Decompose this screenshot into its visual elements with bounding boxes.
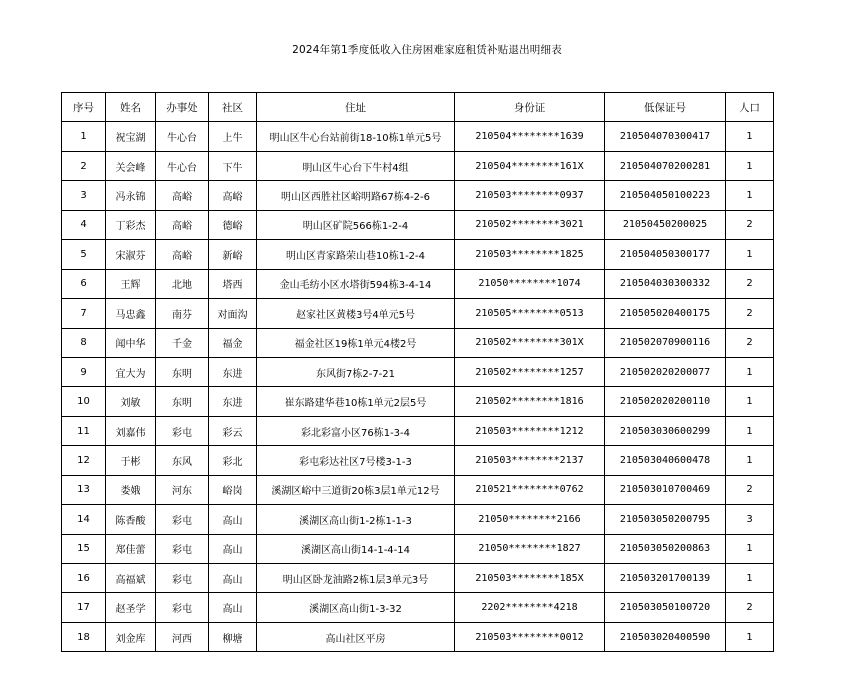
cell-community: 对面沟: [209, 299, 257, 328]
cell-subsidy-number: 210503050200795: [605, 505, 726, 534]
cell-index: 10: [62, 387, 106, 416]
cell-community: 峪岗: [209, 475, 257, 504]
table-row: [62, 564, 774, 593]
cell-id-card: 210503********0012: [455, 622, 605, 651]
cell-community: 塔西: [209, 269, 257, 298]
cell-address: 明山区青家路荣山巷10栋1-2-4: [257, 240, 455, 269]
cell-community: 下牛: [209, 151, 257, 180]
cell-household-size: 2: [726, 299, 774, 328]
cell-index: 4: [62, 210, 106, 239]
cell-name: 冯永锦: [106, 181, 156, 210]
cell-office: 彩屯: [156, 564, 209, 593]
cell-id-card: 210502********3021: [455, 210, 605, 239]
cell-name: 陈香酸: [106, 505, 156, 534]
cell-name: 闻中华: [106, 328, 156, 357]
cell-household-size: 1: [726, 534, 774, 563]
table-row: [62, 269, 774, 298]
cell-address: 彩屯彩达社区7号楼3-1-3: [257, 446, 455, 475]
cell-subsidy-number: 210505020400175: [605, 299, 726, 328]
cell-household-size: 1: [726, 122, 774, 151]
table-row: [62, 622, 774, 651]
table-row: [62, 151, 774, 180]
cell-index: 17: [62, 593, 106, 622]
cell-household-size: 1: [726, 622, 774, 651]
cell-subsidy-number: 210503050100720: [605, 593, 726, 622]
table-row: [62, 328, 774, 357]
cell-name: 于彬: [106, 446, 156, 475]
cell-id-card: 2202********4218: [455, 593, 605, 622]
column-header-id-card: 身份证: [455, 93, 605, 122]
cell-household-size: 2: [726, 593, 774, 622]
table-row: [62, 593, 774, 622]
cell-office: 河东: [156, 475, 209, 504]
cell-name: 祝宝湖: [106, 122, 156, 151]
cell-name: 娄娥: [106, 475, 156, 504]
cell-office: 彩屯: [156, 593, 209, 622]
cell-address: 溪湖区高山街1-2栋1-1-3: [257, 505, 455, 534]
cell-id-card: 210503********1212: [455, 416, 605, 445]
cell-community: 柳塘: [209, 622, 257, 651]
cell-address: 赵家社区黄楼3号4单元5号: [257, 299, 455, 328]
cell-subsidy-number: 21050450200025: [605, 210, 726, 239]
cell-id-card: 210503********2137: [455, 446, 605, 475]
column-header-household-size: 人口: [726, 93, 774, 122]
table-row: [62, 122, 774, 151]
cell-name: 王辉: [106, 269, 156, 298]
cell-office: 彩屯: [156, 416, 209, 445]
cell-name: 宋淑芬: [106, 240, 156, 269]
cell-household-size: 1: [726, 240, 774, 269]
table-header-row: [62, 93, 774, 122]
cell-subsidy-number: 210502020200110: [605, 387, 726, 416]
cell-id-card: 210521********0762: [455, 475, 605, 504]
cell-office: 高峪: [156, 181, 209, 210]
table-row: [62, 446, 774, 475]
cell-household-size: 2: [726, 210, 774, 239]
cell-index: 14: [62, 505, 106, 534]
cell-office: 高峪: [156, 240, 209, 269]
table-row: [62, 210, 774, 239]
cell-subsidy-number: 210503201700139: [605, 564, 726, 593]
cell-name: 郑佳蕾: [106, 534, 156, 563]
table-body: [62, 122, 774, 652]
cell-subsidy-number: 210503030600299: [605, 416, 726, 445]
table-row: [62, 475, 774, 504]
column-header-index: 序号: [62, 93, 106, 122]
document-title: 2024年第1季度低收入住房困难家庭租赁补贴退出明细表: [292, 44, 562, 56]
cell-community: 彩北: [209, 446, 257, 475]
cell-subsidy-number: 210502070900116: [605, 328, 726, 357]
cell-address: 溪湖区高山街14-1-4-14: [257, 534, 455, 563]
cell-address: 东风街7栋2-7-21: [257, 357, 455, 386]
cell-address: 明山区卧龙油路2栋1层3单元3号: [257, 564, 455, 593]
cell-index: 1: [62, 122, 106, 151]
cell-community: 彩云: [209, 416, 257, 445]
cell-index: 7: [62, 299, 106, 328]
cell-address: 溪湖区峪中三道街20栋3层1单元12号: [257, 475, 455, 504]
cell-index: 6: [62, 269, 106, 298]
cell-id-card: 210504********1639: [455, 122, 605, 151]
cell-office: 南芬: [156, 299, 209, 328]
cell-household-size: 1: [726, 151, 774, 180]
table-row: [62, 387, 774, 416]
cell-index: 8: [62, 328, 106, 357]
cell-subsidy-number: 210502020200077: [605, 357, 726, 386]
cell-subsidy-number: 210504050300177: [605, 240, 726, 269]
cell-index: 18: [62, 622, 106, 651]
cell-office: 北地: [156, 269, 209, 298]
cell-subsidy-number: 210504050100223: [605, 181, 726, 210]
column-header-office: 办事处: [156, 93, 209, 122]
cell-household-size: 2: [726, 328, 774, 357]
cell-community: 德峪: [209, 210, 257, 239]
cell-household-size: 1: [726, 357, 774, 386]
cell-id-card: 210502********301X: [455, 328, 605, 357]
cell-office: 彩屯: [156, 505, 209, 534]
cell-address: 明山区牛心台站前街18-10栋1单元5号: [257, 122, 455, 151]
cell-index: 16: [62, 564, 106, 593]
cell-id-card: 210502********1816: [455, 387, 605, 416]
cell-community: 上牛: [209, 122, 257, 151]
cell-id-card: 21050********1074: [455, 269, 605, 298]
cell-id-card: 21050********2166: [455, 505, 605, 534]
cell-community: 高山: [209, 534, 257, 563]
cell-name: 关会峰: [106, 151, 156, 180]
cell-address: 彩北彩富小区76栋1-3-4: [257, 416, 455, 445]
cell-community: 高山: [209, 505, 257, 534]
cell-household-size: 1: [726, 416, 774, 445]
cell-office: 牛心台: [156, 122, 209, 151]
cell-subsidy-number: 210504070200281: [605, 151, 726, 180]
cell-name: 刘金库: [106, 622, 156, 651]
cell-community: 新峪: [209, 240, 257, 269]
cell-community: 福金: [209, 328, 257, 357]
cell-subsidy-number: 210503010700469: [605, 475, 726, 504]
table-row: [62, 299, 774, 328]
column-header-subsidy-number: 低保证号: [605, 93, 726, 122]
cell-office: 东风: [156, 446, 209, 475]
table-row: [62, 505, 774, 534]
cell-id-card: 21050********1827: [455, 534, 605, 563]
cell-household-size: 1: [726, 387, 774, 416]
cell-id-card: 210504********161X: [455, 151, 605, 180]
cell-household-size: 3: [726, 505, 774, 534]
cell-id-card: 210503********1825: [455, 240, 605, 269]
cell-name: 宜大为: [106, 357, 156, 386]
cell-address: 明山区矿院566栋1-2-4: [257, 210, 455, 239]
cell-index: 15: [62, 534, 106, 563]
cell-id-card: 210503********0937: [455, 181, 605, 210]
cell-household-size: 2: [726, 269, 774, 298]
cell-subsidy-number: 210504070300417: [605, 122, 726, 151]
cell-id-card: 210502********1257: [455, 357, 605, 386]
cell-index: 13: [62, 475, 106, 504]
cell-subsidy-number: 210503020400590: [605, 622, 726, 651]
cell-index: 2: [62, 151, 106, 180]
cell-id-card: 210505********0513: [455, 299, 605, 328]
column-header-address: 住址: [257, 93, 455, 122]
cell-office: 东明: [156, 387, 209, 416]
cell-household-size: 1: [726, 446, 774, 475]
cell-office: 河西: [156, 622, 209, 651]
cell-index: 5: [62, 240, 106, 269]
cell-office: 牛心台: [156, 151, 209, 180]
cell-index: 9: [62, 357, 106, 386]
cell-community: 高山: [209, 593, 257, 622]
cell-community: 东进: [209, 387, 257, 416]
table-row: [62, 181, 774, 210]
cell-household-size: 1: [726, 181, 774, 210]
cell-index: 12: [62, 446, 106, 475]
cell-office: 东明: [156, 357, 209, 386]
cell-name: 刘敏: [106, 387, 156, 416]
table-row: [62, 357, 774, 386]
table-row: [62, 416, 774, 445]
cell-name: 刘嘉伟: [106, 416, 156, 445]
cell-index: 3: [62, 181, 106, 210]
column-header-community: 社区: [209, 93, 257, 122]
cell-id-card: 210503********185X: [455, 564, 605, 593]
cell-address: 溪湖区高山街1-3-32: [257, 593, 455, 622]
table-row: [62, 240, 774, 269]
cell-name: 丁彩杰: [106, 210, 156, 239]
cell-subsidy-number: 210503050200863: [605, 534, 726, 563]
cell-index: 11: [62, 416, 106, 445]
cell-address: 崔东路建华巷10栋1单元2层5号: [257, 387, 455, 416]
cell-address: 明山区牛心台下牛村4组: [257, 151, 455, 180]
cell-address: 福金社区19栋1单元4楼2号: [257, 328, 455, 357]
cell-office: 千金: [156, 328, 209, 357]
cell-office: 高峪: [156, 210, 209, 239]
cell-community: 高峪: [209, 181, 257, 210]
cell-subsidy-number: 210503040600478: [605, 446, 726, 475]
cell-community: 高山: [209, 564, 257, 593]
cell-household-size: 1: [726, 564, 774, 593]
column-header-name: 姓名: [106, 93, 156, 122]
cell-address: 高山社区平房: [257, 622, 455, 651]
cell-name: 马忠鑫: [106, 299, 156, 328]
cell-office: 彩屯: [156, 534, 209, 563]
cell-household-size: 2: [726, 475, 774, 504]
cell-address: 明山区西胜社区峪明路67栋4-2-6: [257, 181, 455, 210]
cell-address: 金山毛纺小区水塔街594栋3-4-14: [257, 269, 455, 298]
table-row: [62, 534, 774, 563]
cell-name: 高福斌: [106, 564, 156, 593]
exit-detail-table: [61, 92, 774, 652]
cell-community: 东进: [209, 357, 257, 386]
cell-name: 赵圣学: [106, 593, 156, 622]
cell-subsidy-number: 210504030300332: [605, 269, 726, 298]
